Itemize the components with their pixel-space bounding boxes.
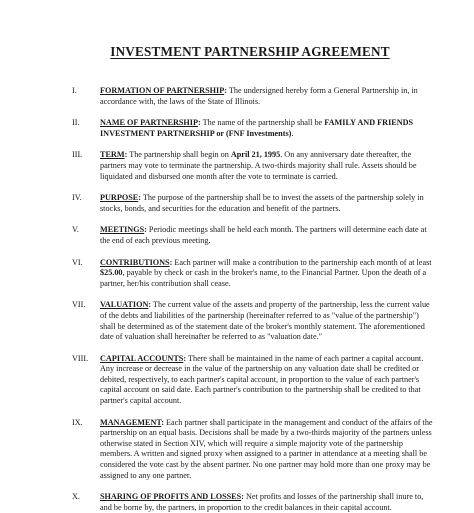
section-valuation: VII. VALUATION: The current value of the assets and property of the partnership, less the current value of the debts and liabilities of the partnership (hereinafter referred to as "value of the partnership") shall be determined as of the statement date of the broker's monthly statement. The aforementioned date of valuation shall hereinafter be referred to as "valuation date." [72, 300, 430, 342]
section-name: II. NAME OF PARTNERSHIP: The name of the partnership shall be FAMILY AND FRIENDS INVESTMENT PARTNERSHIP or (FNF Investments). [72, 118, 414, 138]
section-number: VI. [72, 257, 83, 267]
section-number: II. [72, 118, 80, 128]
section-number: V. [72, 225, 79, 235]
section-heading: TERM [100, 150, 125, 160]
section-number: IX. [72, 417, 83, 427]
section-bold-text: April 21, 1995 [230, 150, 281, 160]
section-purpose: IV. PURPOSE: The purpose of the partnership shall be to invest the assets of the partnership solely in stocks, bonds, and securities for the education and benefit of the partners. [72, 193, 424, 213]
section-heading: MEETINGS [100, 225, 145, 235]
section-profits-losses: X. SHARING OF PROFITS AND LOSSES: Net profits and losses of the partnership shall inure to, and be borne by, the partners, in proportion to the credit balances in their capital account. [72, 492, 424, 512]
section-text: Each partner shall participate in the management and conduct of the affairs of the partnership on an equal basis. Decisions shall be made by a two-thirds majority of the partners unless otherwise stated in Section XIV, which will require a simple majority vote of the partnership members. A written and signed proxy when assigned to a partner in attendance at a meeting shall be considered the vote cast by the absent partner. No one partner may hold more than one proxy may be assigned to any one partner. [100, 417, 433, 480]
section-text: The partnership shall begin on [129, 150, 231, 160]
section-text-end: . [291, 128, 294, 138]
section-text: The current value of the assets and property of the partnership, less the current value of the debts and liabilities of the partnership (hereinafter referred to as "value of the partnership") shall be determined as of the statement date of the broker's monthly statement. The aforementioned date of valuation shall hereinafter be referred to as "valuation date." [100, 300, 430, 342]
section-heading: CAPITAL ACCOUNTS [100, 353, 184, 363]
section-formation: I. FORMATION OF PARTNERSHIP: The undersigned hereby form a General Partnership in, in accordance with, the laws of the State of Illinois. [72, 86, 418, 106]
section-management: IX. MANAGEMENT: Each partner shall participate in the management and conduct of the affairs of the partnership on an equal basis. Decisions shall be made by a two-thirds majority of the partners unless otherwise stated in Section XIV, which will require a simple majority vote of the partnership members. A written and signed proxy when assigned to a partner in attendance at a meeting shall be considered the vote cast by the absent partner. No one partner may hold more than one proxy may be assigned to any one partner. [72, 417, 433, 480]
section-heading: NAME OF PARTNERSHIP [100, 118, 198, 128]
section-text: The undersigned hereby form a General Partnership in, in accordance with, the laws of the State of Illinois. [100, 86, 418, 106]
section-capital-accounts: VIII. CAPITAL ACCOUNTS: There shall be maintained in the name of each partner a capital account. Any increase or decrease in the value of the partnership on any valuation date shall be credited or debited, respectively, to each partner's capital account, in proportion to the value of each partner's capital account on said date. Each partner's contribution to the partnership shall be credited to that partner's capital account. [72, 353, 424, 406]
section-heading: VALUATION [100, 300, 149, 310]
section-text: Each partner will make a contribution to the partnership each month of at least [174, 257, 432, 267]
section-text-end: . On any anniversary date thereafter, the partners may vote to terminate the partnership. A two-thirds majority shall rule. Assets should be liquidated and disbursed one month after the vote to terminate is carried. [100, 150, 417, 181]
section-number: I. [72, 86, 77, 95]
section-heading: MANAGEMENT [100, 417, 162, 427]
section-text: Net profits and losses of the partnership shall inure to, and be borne by, the partners, in proportion to the credit balances in their capital account. [100, 492, 424, 512]
section-number: III. [72, 150, 83, 160]
section-text: The name of the partnership shall be [202, 118, 325, 128]
section-meetings: V. MEETINGS: Periodic meetings shall be held each month. The partners will determine each date at the end of each previous meeting. [72, 225, 427, 245]
section-bold-text: FAMILY AND FRIENDS INVESTMENT PARTNERSHIP or (FNF Investments) [100, 118, 414, 138]
document-title: INVESTMENT PARTNERSHIP AGREEMENT [110, 44, 390, 59]
section-number: VIII. [72, 353, 89, 363]
section-heading: FORMATION OF PARTNERSHIP [100, 86, 225, 95]
section-text: There shall be maintained in the name of each partner a capital account. Any increase or decrease in the value of the partnership on any valuation date shall be credited or debited, respectively, to each partner's capital account, in proportion to the value of each partner's capital account on said date. Each partner's contribution to the partnership shall be credited to that partner's capital account. [100, 353, 424, 406]
section-number: VII. [72, 300, 86, 310]
section-text: Periodic meetings shall be held each month. The partners will determine each date at the end of each previous meeting. [100, 225, 427, 245]
section-number: X. [72, 492, 80, 502]
section-contributions: VI. CONTRIBUTIONS: Each partner will make a contribution to the partnership each month of at least $25.00, payable by check or cash in the broker's name, to the Financial Partner. Upon the death of a partner, her/his contribution shall cease. [72, 257, 432, 288]
section-heading: SHARING OF PROFITS AND LOSSES [100, 492, 242, 502]
section-text-end: , payable by check or cash in the broker's name, to the Financial Partner. Upon the death of a partner, her/his contribution shall cease. [100, 268, 427, 288]
section-heading: CONTRIBUTIONS [100, 257, 170, 267]
section-heading: PURPOSE [100, 193, 139, 203]
section-bold-text: $25.00 [100, 268, 123, 278]
section-number: IV. [72, 193, 82, 203]
section-term: III. TERM: The partnership shall begin on April 21, 1995. On any anniversary date thereafter, the partners may vote to terminate the partnership. A two-thirds majority shall rule. Assets should be liquidated and disbursed one month after the vote to terminate is carried. [72, 150, 417, 181]
section-text: The purpose of the partnership shall be to invest the assets of the partnership solely in stocks, bonds, and securities for the education and benefit of the partners. [100, 193, 424, 213]
